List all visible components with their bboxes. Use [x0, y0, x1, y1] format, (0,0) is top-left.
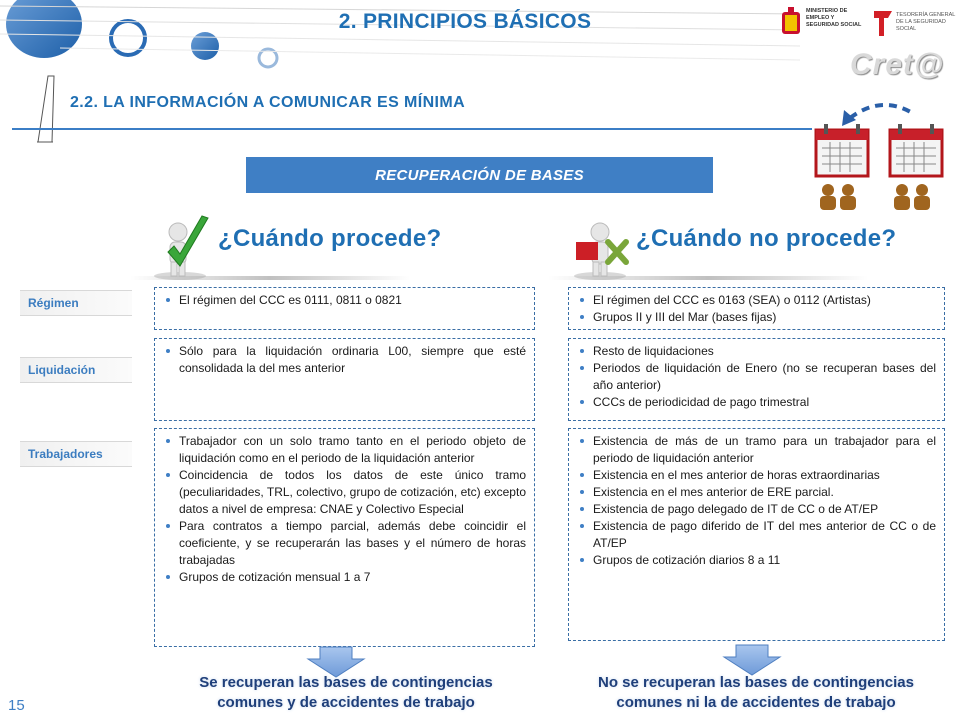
- bullet-list: [163, 433, 526, 586]
- bullet-list: [577, 433, 936, 569]
- coat-of-arms-icon: [780, 6, 802, 40]
- people-icon: [894, 184, 930, 210]
- list-item: Sólo para la liquidación ordinaria L00, siempre que esté consolidada la del mes anterior: [179, 344, 526, 375]
- list-item: Coincidencia de todos los datos de este único tramo (peculiaridades, TRL, colectivo, grupo de cotización, etc) excepto datos a nivel de empresa: CNAE y Colectivo Especial: [179, 468, 526, 516]
- list-item: Existencia de más de un tramo para un trabajador para el periodo de liquidación anterior: [593, 434, 936, 465]
- calendar-icon: [890, 124, 942, 176]
- blade-shape: [38, 76, 54, 142]
- tgss-logo: [872, 4, 956, 42]
- conclusion-line: comunes ni la de accidentes de trabajo: [616, 694, 896, 711]
- box-trabajadores-procede: [154, 428, 535, 647]
- tgss-logo-text: TESORERÍA GENERAL DE LA SEGURIDAD SOCIAL: [896, 12, 956, 32]
- list-item: Resto de liquidaciones: [593, 343, 936, 360]
- conclusion-procede: [160, 673, 532, 713]
- heading-cuando-procede: ¿Cuándo procede?: [218, 225, 442, 252]
- cret-logo: Cret@: [850, 48, 945, 81]
- list-item: Grupos de cotización diarios 8 a 11: [593, 552, 936, 569]
- figure-checkmark-icon: [150, 212, 218, 282]
- list-item: Grupos de cotización mensual 1 a 7: [179, 569, 526, 586]
- bullet-list: [163, 343, 526, 377]
- dashed-arrow-icon: [850, 105, 914, 118]
- list-item: Existencia de pago diferido de IT del mes anterior de CC o de AT/EP: [593, 519, 936, 550]
- header-divider: [12, 128, 812, 130]
- conclusion-line: comunes y de accidentes de trabajo: [217, 694, 475, 711]
- box-liquidacion-procede: [154, 338, 535, 421]
- calendar-icon: [816, 124, 868, 176]
- conclusion-line: No se recuperan las bases de contingencias: [598, 674, 914, 691]
- bullet-list: [577, 292, 936, 326]
- page-number: 15: [8, 697, 25, 714]
- tgss-icon: [872, 8, 894, 38]
- heading-underline: [130, 276, 410, 280]
- list-item: Para contratos a tiempo parcial, además debe coincidir el coeficiente, y se recuperarán las bases y el número de horas trabajadas: [179, 519, 526, 567]
- box-regimen-no-procede: [568, 287, 945, 330]
- box-trabajadores-no-procede: [568, 428, 945, 641]
- ministerio-logo-text: MINISTERIO DE EMPLEO Y SEGURIDAD SOCIAL: [806, 8, 862, 28]
- list-item: Periodos de liquidación de Enero (no se recuperan bases del año anterior): [593, 361, 936, 392]
- box-liquidacion-no-procede: [568, 338, 945, 421]
- row-label-trabajadores: Trabajadores: [20, 441, 132, 467]
- list-item: Existencia de pago delegado de IT de CC o de AT/EP: [593, 501, 936, 518]
- list-item: El régimen del CCC es 0163 (SEA) o 0112 (Artistas): [593, 292, 936, 309]
- list-item: Grupos II y III del Mar (bases fijas): [593, 309, 936, 326]
- people-icon: [820, 184, 856, 210]
- page-title: 2. PRINCIPIOS BÁSICOS: [338, 10, 592, 33]
- list-item: Trabajador con un solo tramo tanto en el periodo objeto de liquidación como en el periodo de la liquidación anterior: [179, 434, 526, 465]
- ministerio-logo: [780, 4, 866, 42]
- bullet-list: [577, 343, 936, 411]
- down-arrow-icon: [722, 643, 782, 677]
- section-subtitle: 2.2. LA INFORMACIÓN A COMUNICAR ES MÍNIMA: [70, 94, 466, 111]
- section-banner: RECUPERACIÓN DE BASES: [246, 157, 713, 193]
- calendars-transfer-illustration: [810, 96, 958, 216]
- box-regimen-procede: [154, 287, 535, 330]
- conclusion-line: Se recuperan las bases de contingencias: [199, 674, 493, 691]
- row-label-liquidacion: Liquidación: [20, 357, 132, 383]
- row-label-regimen: Régimen: [20, 290, 132, 316]
- heading-underline: [548, 276, 868, 280]
- list-item: Existencia en el mes anterior de horas extraordinarias: [593, 467, 936, 484]
- figure-cross-icon: [568, 212, 636, 282]
- heading-cuando-no-procede: ¿Cuándo no procede?: [636, 225, 897, 252]
- list-item: Existencia en el mes anterior de ERE parcial.: [593, 484, 936, 501]
- conclusion-no-procede: [566, 673, 946, 713]
- list-item: CCCs de periodicidad de pago trimestral: [593, 394, 936, 411]
- bullet-list: [163, 292, 526, 309]
- list-item: El régimen del CCC es 0111, 0811 o 0821: [179, 292, 526, 309]
